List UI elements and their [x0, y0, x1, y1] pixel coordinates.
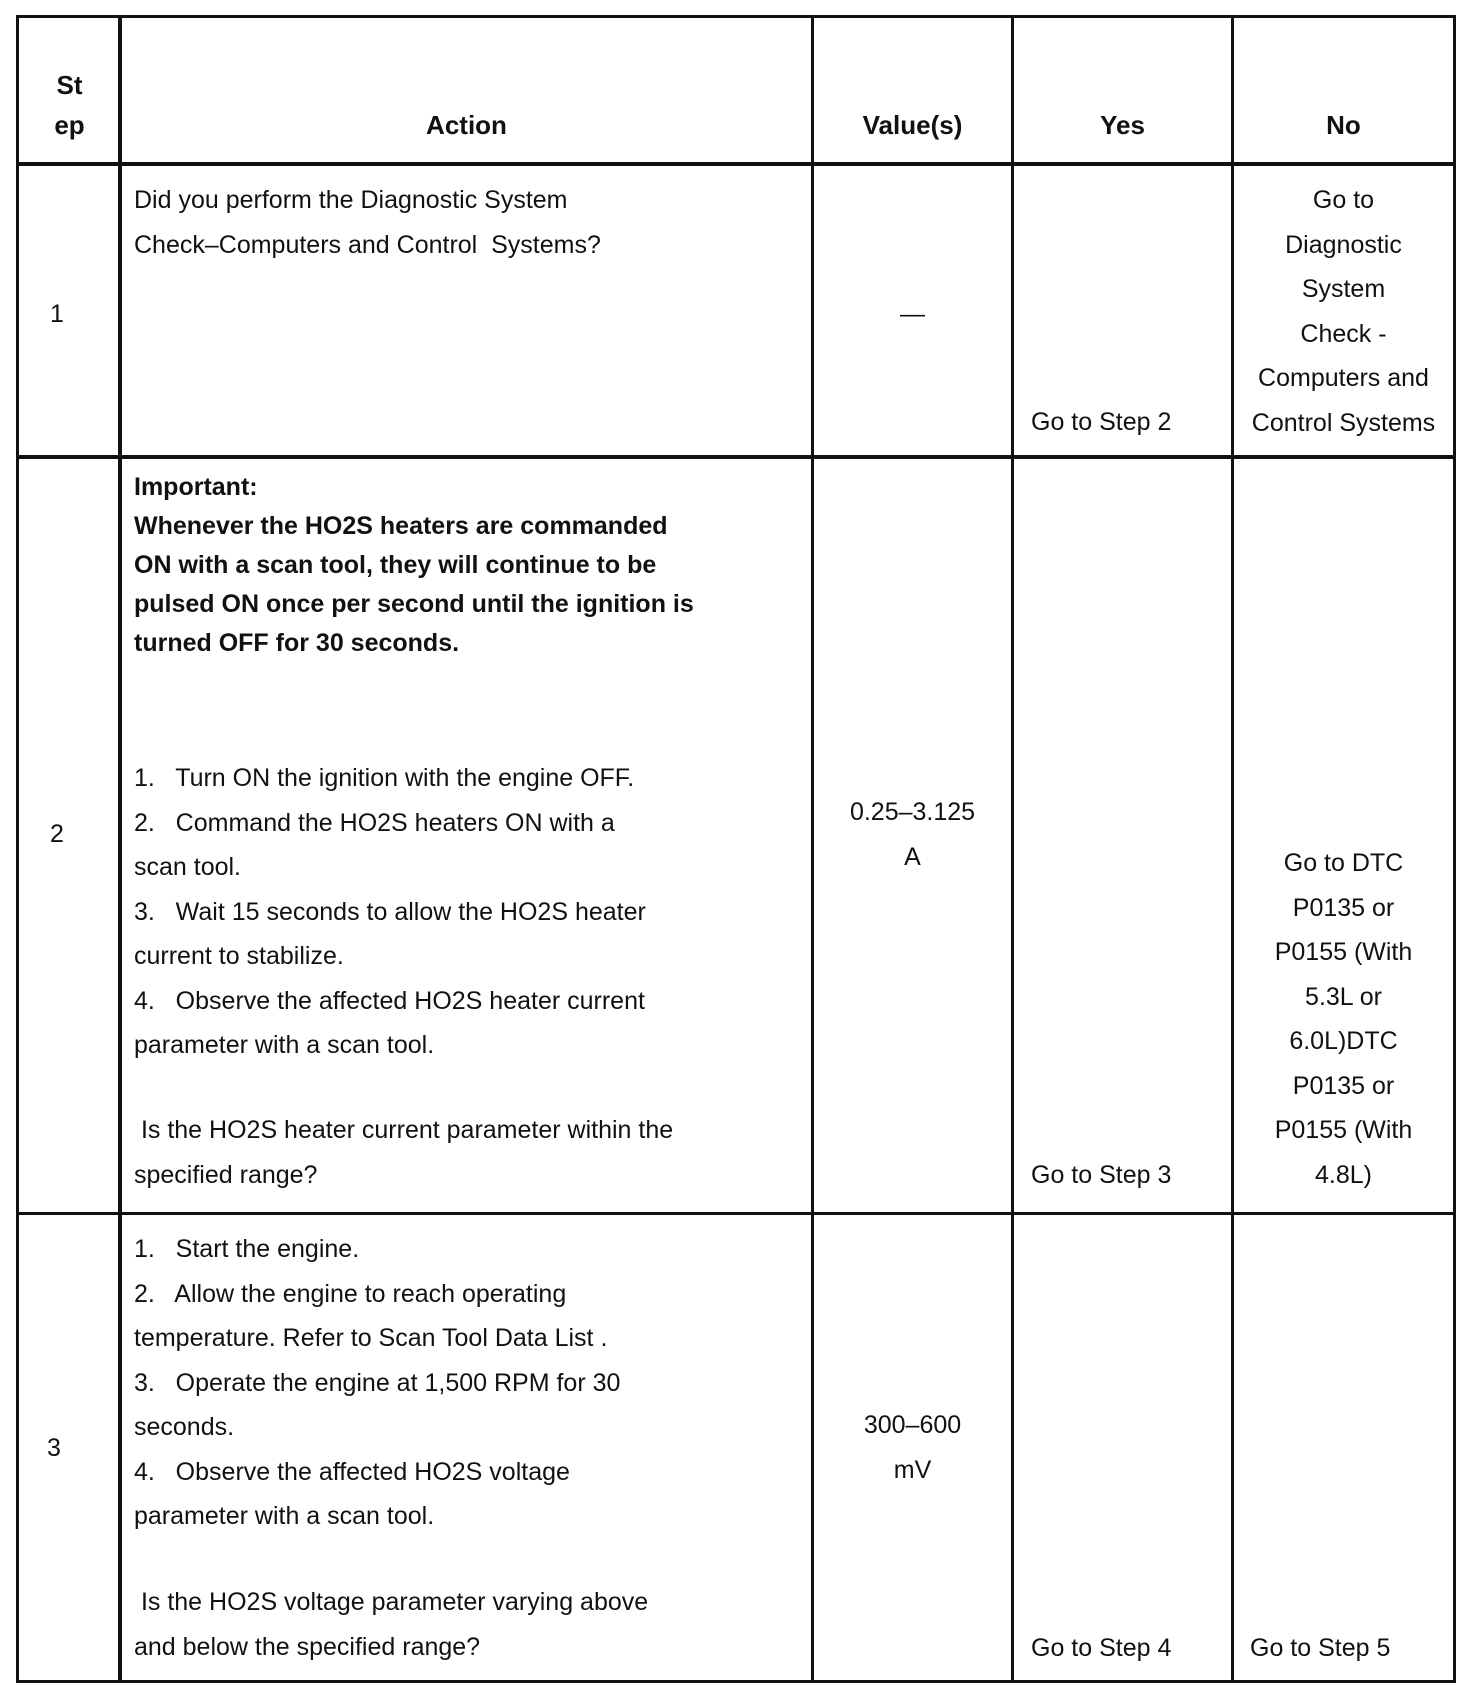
yes-cell: Go to Step 3 [1031, 1161, 1172, 1189]
no-cell: Go to Diagnostic System Check - Computers and Control Systems [1251, 186, 1436, 437]
table-border-top [16, 15, 1456, 18]
action-steps: 1. Start the engine. 2. Allow the engine to reach operating temperature. Refer to Scan Tool Data List . 3. Operate the engine at 1,500 RPM for 30 seconds. 4. Observe the affected HO2S voltage parameter with a scan tool. [134, 1235, 621, 1530]
action-text: Did you perform the Diagnostic System Check–Computers and Control Systems? [134, 186, 601, 259]
header-action: Action [426, 110, 507, 140]
step-number: 2 [50, 820, 64, 848]
action-question: Is the HO2S voltage parameter varying above and below the specified range? [134, 1588, 649, 1661]
row-divider [16, 455, 1456, 459]
value-cell: 0.25–3.125 A [849, 798, 976, 871]
step-number: 1 [50, 300, 64, 328]
header-yes: Yes [1100, 110, 1145, 140]
table-border-left [16, 15, 19, 1683]
header-values: Value(s) [862, 110, 963, 140]
no-cell: Go to DTC P0135 or P0155 (With 5.3L or 6.0L)DTC P0135 or P0155 (With 4.8L) [1274, 849, 1413, 1189]
action-question: Is the HO2S heater current parameter within the specified range? [134, 1116, 674, 1189]
diagnostic-table [16, 15, 1456, 1683]
row-divider [16, 1212, 1456, 1215]
value-cell: 300–600 mV [863, 1411, 962, 1484]
important-note: Important: Whenever the HO2S heaters are commanded ON with a scan tool, they will continue to be pulsed ON once per second until the ignition is turned OFF for 30 seconds. [134, 473, 694, 657]
table-border-right [1453, 15, 1456, 1683]
header-no: No [1326, 110, 1361, 140]
yes-cell: Go to Step 2 [1031, 408, 1172, 436]
header-divider [16, 162, 1456, 166]
no-cell: Go to Step 5 [1250, 1634, 1391, 1662]
value-cell: — [900, 300, 925, 328]
step-number: 3 [47, 1434, 61, 1462]
column-divider [118, 15, 122, 1683]
table-border-bottom [16, 1680, 1456, 1683]
action-steps: 1. Turn ON the ignition with the engine OFF. 2. Command the HO2S heaters ON with a scan tool. 3. Wait 15 seconds to allow the HO2S heater current to stabilize. 4. Observe the affected HO2S heater current parameter with a scan tool. [134, 764, 646, 1059]
header-step: St ep [54, 70, 85, 140]
yes-cell: Go to Step 4 [1031, 1634, 1172, 1662]
column-divider [1011, 15, 1014, 1683]
